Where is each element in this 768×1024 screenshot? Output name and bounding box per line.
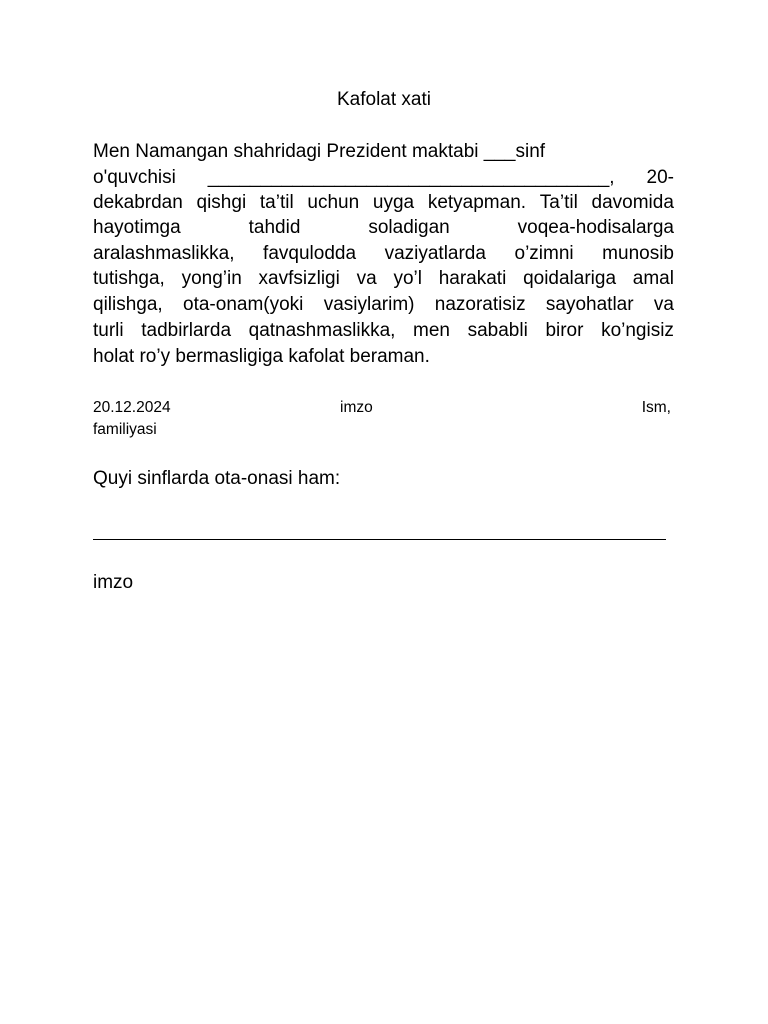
body-line-2	[93, 166, 674, 190]
signature-date: 20.12.2024	[93, 399, 171, 416]
body-word: qatnashmaslikka,	[248, 320, 396, 341]
student-name-blank: ______________________________________,	[207, 167, 615, 188]
body-word: ta’til	[259, 192, 294, 213]
body-line-1	[93, 140, 674, 164]
document-title: Kafolat xati	[337, 89, 431, 110]
body-word: aralashmaslikka,	[93, 243, 235, 264]
body-line-3	[93, 191, 674, 215]
body-word: turli	[93, 320, 124, 341]
body-word: qishgi	[196, 192, 247, 213]
surname-label: familiyasi	[93, 421, 157, 438]
body-word: soladigan	[368, 217, 450, 238]
parent-signature-line	[93, 539, 666, 540]
body-word: amal	[632, 268, 674, 289]
body-word: tadbirlarda	[141, 320, 232, 341]
parent-signature-row	[93, 571, 674, 595]
body-word: Men Namangan shahridagi Prezident maktabi ___sinf	[93, 141, 546, 162]
body-word: uchun	[307, 192, 360, 213]
body-line-5	[93, 242, 674, 266]
body-word: vaziyatlarda	[384, 243, 486, 264]
body-word: va	[356, 268, 377, 289]
body-word: xavfsizligi	[258, 268, 340, 289]
body-word: munosib	[602, 243, 674, 264]
body-word: favqulodda	[263, 243, 357, 264]
body-word: harakati	[438, 268, 507, 289]
body-word: holat ro’y bermasligiga kafolat beraman.	[93, 346, 430, 367]
body-word: o’zimni	[514, 243, 574, 264]
body-word: davomida	[591, 192, 674, 213]
body-word: vasiylarim)	[323, 294, 415, 315]
body-word: ko’ngisiz	[601, 320, 674, 341]
body-word: men	[413, 320, 450, 341]
body-word: biror	[545, 320, 584, 341]
body-word: voqea-hodisalarga	[517, 217, 674, 238]
body-word: 20-	[646, 167, 674, 188]
body-word: hayotimga	[93, 217, 181, 238]
body-word: tutishga,	[93, 268, 165, 289]
body-word: yo’l	[393, 268, 422, 289]
body-word: tahdid	[248, 217, 301, 238]
body-word: Ta’til	[539, 192, 578, 213]
body-word: ketyapman.	[427, 192, 527, 213]
lower-grades-text: Quyi sinflarda ota-onasi ham:	[93, 468, 341, 489]
body-line-7	[93, 293, 674, 317]
body-word: ota-onam(yoki	[183, 294, 304, 315]
body-word: qoidalariga	[523, 268, 617, 289]
body-word: sayohatlar	[545, 294, 634, 315]
parent-signature-label: imzo	[93, 572, 134, 593]
body-word: va	[653, 294, 674, 315]
body-line-8	[93, 319, 674, 343]
body-line-6	[93, 267, 674, 291]
signature-label: imzo	[340, 399, 373, 416]
name-label-continued	[93, 420, 674, 440]
body-word: nazoratisiz	[434, 294, 526, 315]
name-label: Ism,	[641, 399, 671, 416]
body-word: dekabrdan	[93, 192, 183, 213]
body-word: o'quvchisi	[93, 167, 176, 188]
body-line-9	[93, 345, 674, 369]
body-word: uyga	[372, 192, 415, 213]
body-word: yong’in	[181, 268, 242, 289]
lower-grades-note	[93, 467, 674, 491]
body-word: sababli	[467, 320, 528, 341]
body-word: qilishga,	[93, 294, 163, 315]
body-line-4	[93, 216, 674, 240]
